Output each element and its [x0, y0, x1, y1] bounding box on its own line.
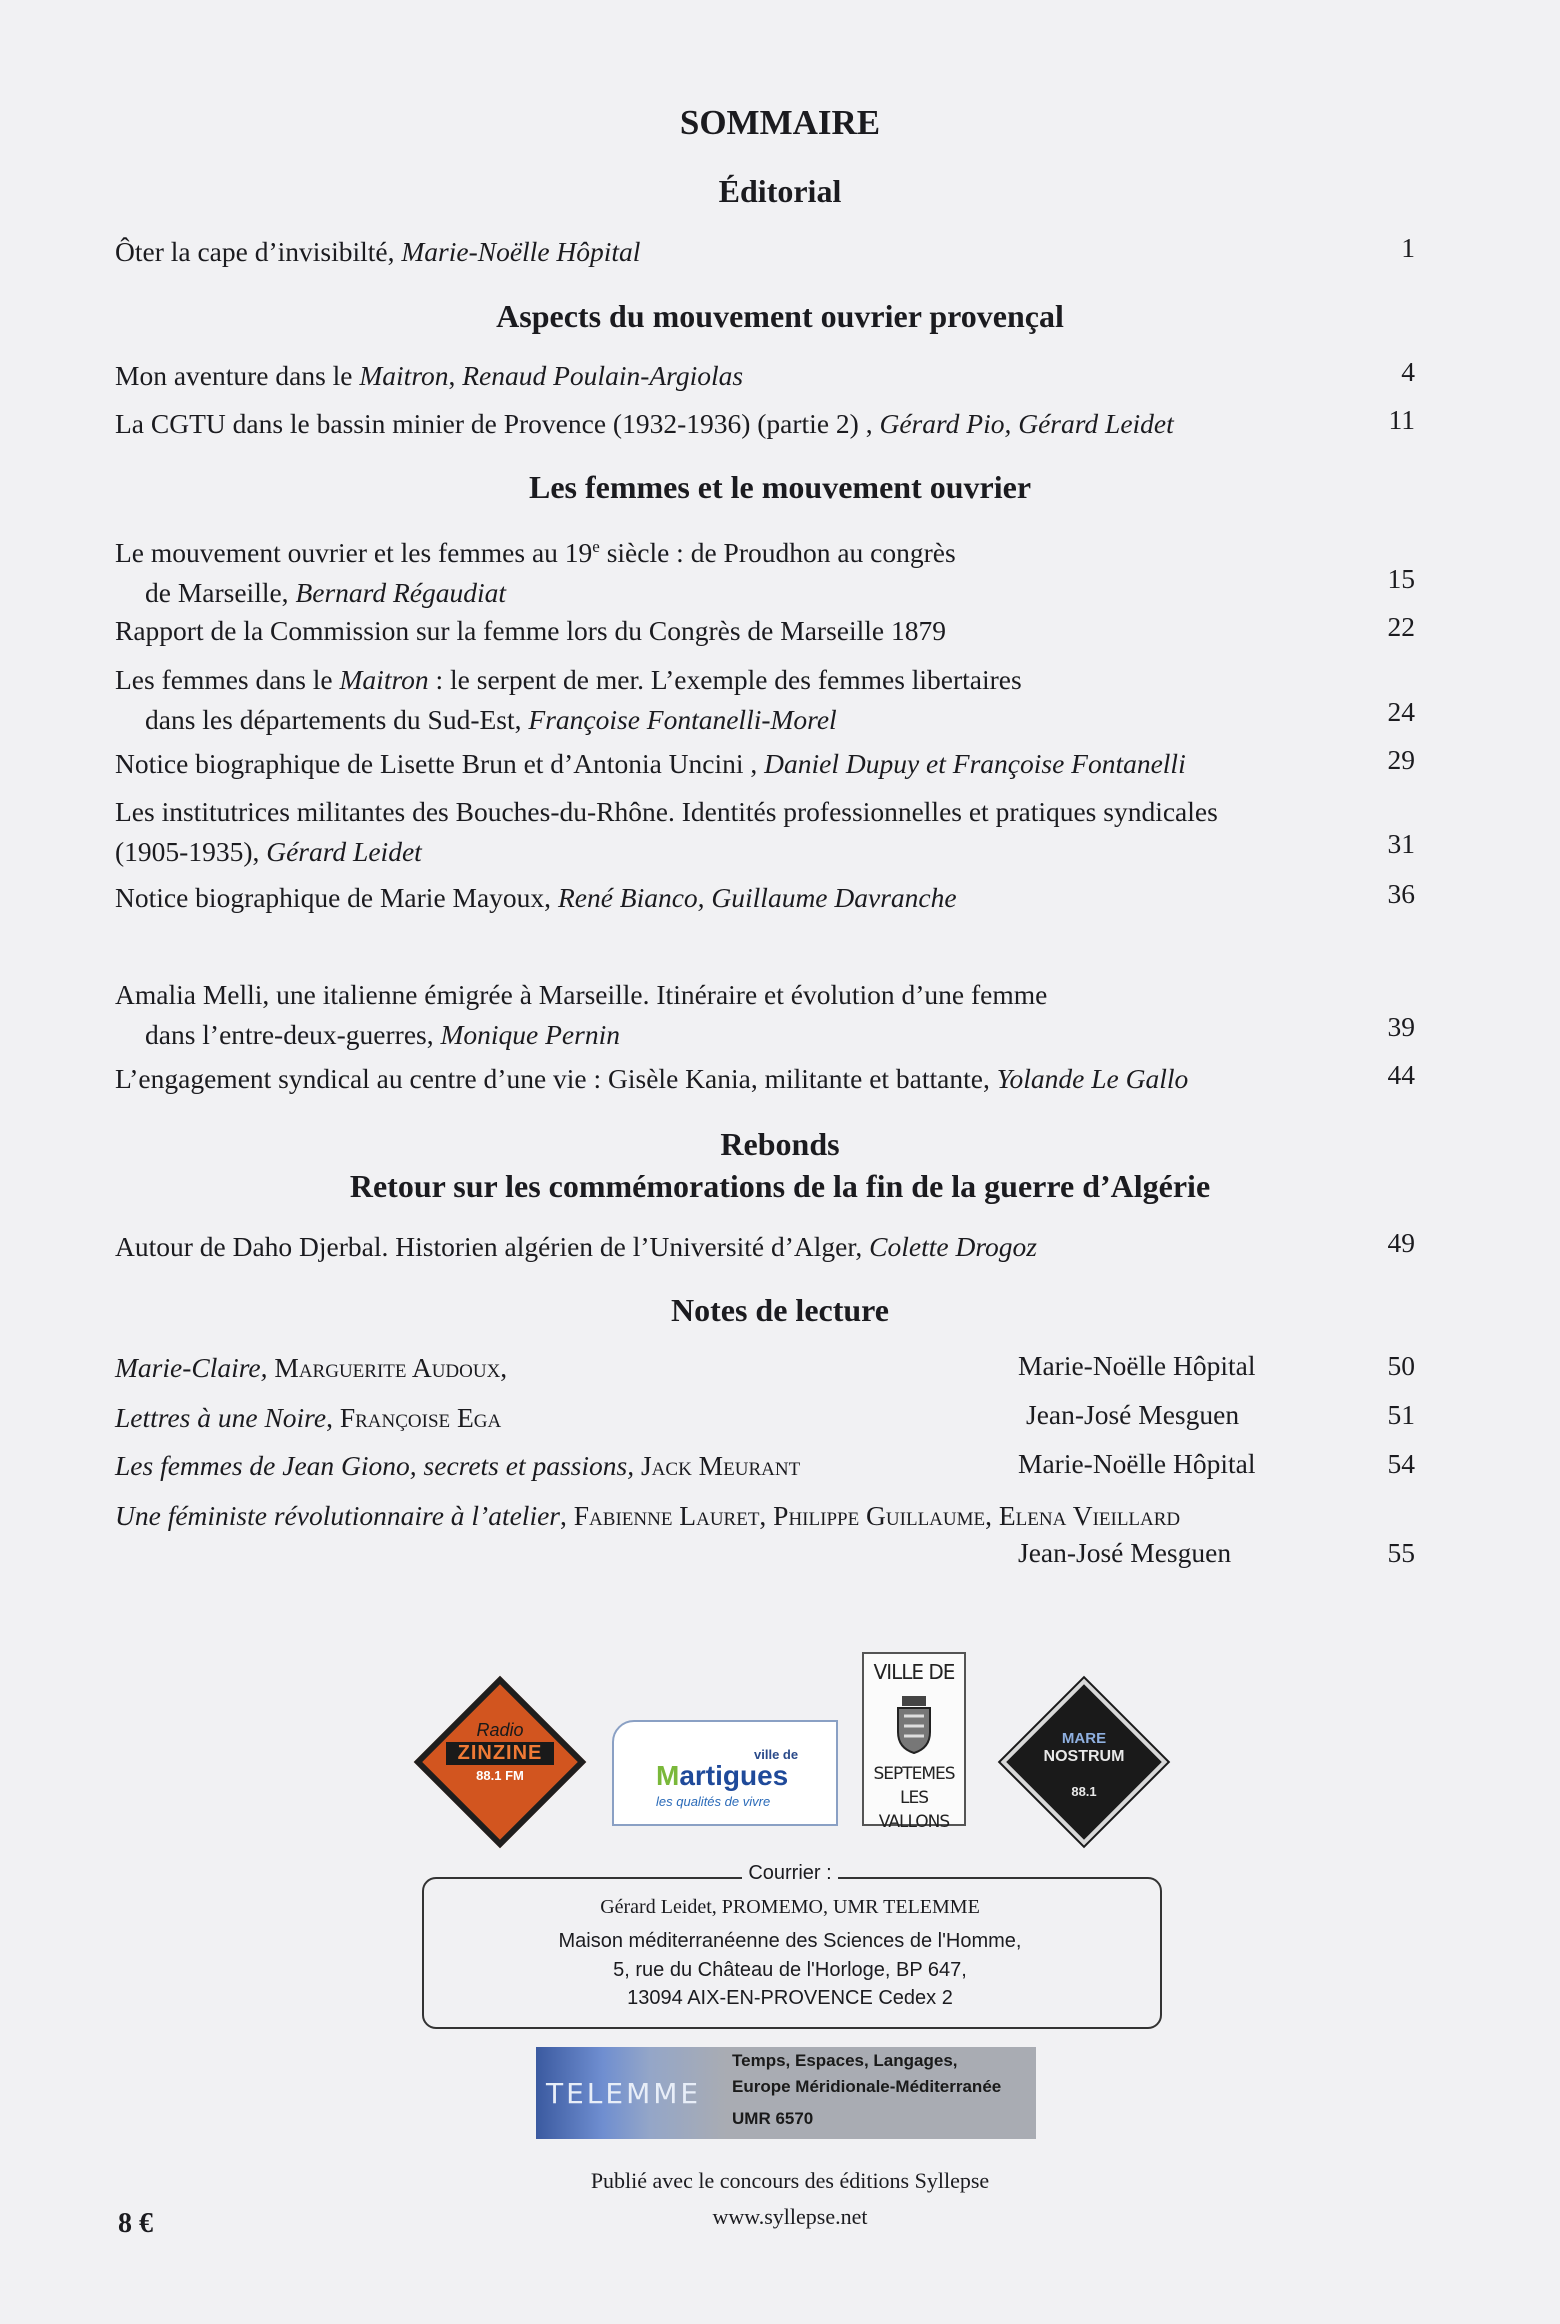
- courrier-line: 5, rue du Château de l'Horloge, BP 647,: [613, 1959, 967, 1981]
- page-number: 50: [1387, 1350, 1415, 1381]
- section-heading-notes: Notes de lecture: [671, 1292, 889, 1328]
- toc-entry: Notice biographique de Lisette Brun et d’Antonia Uncini , Daniel Dupuy et Françoise Fontanelli: [115, 748, 1186, 779]
- courrier-line: Gérard Leidet, PROMEMO, UMR TELEMME: [600, 1896, 980, 1918]
- review-entry: Les femmes de Jean Giono, secrets et passions, Jack Meurant: [115, 1450, 801, 1481]
- page-number: 22: [1387, 611, 1415, 642]
- page-number: 15: [1387, 563, 1415, 594]
- section-heading-aspects: Aspects du mouvement ouvrier provençal: [496, 298, 1064, 334]
- toc-entry: Le mouvement ouvrier et les femmes au 19e siècle : de Proudhon au congrès de Marseille, Bernard Régaudiat: [115, 537, 956, 609]
- page-number: 31: [1387, 828, 1415, 859]
- reviewer: Jean-José Mesguen: [1026, 1399, 1240, 1430]
- radio-mare-nostrum-logo: MARE NOSTRUM 88.1: [1006, 1684, 1162, 1840]
- toc-entry: Ôter la cape d’invisibilté, Marie-Noëlle Hôpital: [115, 236, 641, 267]
- toc-entry: La CGTU dans le bassin minier de Provence (1932-1936) (partie 2) , Gérard Pio, Gérard Leidet: [115, 408, 1174, 439]
- page-number: 29: [1387, 744, 1415, 775]
- page-number: 11: [1388, 404, 1415, 435]
- publisher-url: www.syllepse.net: [712, 2204, 868, 2229]
- reviewer: Marie-Noëlle Hôpital: [1018, 1350, 1256, 1381]
- page-number: 49: [1387, 1227, 1415, 1258]
- telemme-logo: TELEMME Temps, Espaces, Langages, Europe Méridionale-Méditerranée UMR 6570: [536, 2047, 1036, 2139]
- page-number: 54: [1387, 1448, 1415, 1479]
- page-number: 55: [1387, 1537, 1415, 1568]
- section-heading-editorial: Éditorial: [718, 173, 842, 209]
- toc-entry: Autour de Daho Djerbal. Historien algérien de l’Université d’Alger, Colette Drogoz: [115, 1231, 1037, 1262]
- page-number: 44: [1387, 1059, 1415, 1090]
- courrier-line: Maison méditerranéenne des Sciences de l'Homme,: [558, 1930, 1022, 1952]
- page-number: 51: [1387, 1399, 1415, 1430]
- martigues-logo: ville de Martigues les qualités de vivre: [612, 1720, 838, 1826]
- page-number: 36: [1387, 878, 1415, 909]
- toc-entry: Notice biographique de Marie Mayoux, René Bianco, Guillaume Davranche: [115, 882, 957, 913]
- review-entry: Une féministe révolutionnaire à l’atelier, Fabienne Lauret, Philippe Guillaume, Elena Vieillard: [115, 1500, 1181, 1531]
- toc-entry: Les institutrices militantes des Bouches-du-Rhône. Identités professionnelles et pratiques syndicales (1905-1935), Gérard Leidet: [115, 796, 1218, 867]
- review-entry: Lettres à une Noire, Françoise Ega: [115, 1402, 502, 1433]
- section-heading-rebonds: Rebonds: [720, 1126, 840, 1162]
- section-heading-retour: Retour sur les commémorations de la fin de la guerre d’Algérie: [349, 1168, 1211, 1204]
- coat-of-arms-icon: [896, 1696, 932, 1754]
- page-number: 24: [1387, 696, 1415, 727]
- courrier-line: 13094 AIX-EN-PROVENCE Cedex 2: [627, 1987, 953, 2009]
- radio-zinzine-logo: Radio ZINZINE 88.1 FM: [422, 1684, 578, 1840]
- toc-entry: L’engagement syndical au centre d’une vie : Gisèle Kania, militante et battante, Yolande Le Gallo: [115, 1063, 1189, 1094]
- price: 8 €: [118, 2208, 153, 2239]
- page-title: SOMMAIRE: [679, 103, 881, 142]
- reviewer: Marie-Noëlle Hôpital: [1018, 1448, 1256, 1479]
- page-number: 39: [1387, 1011, 1415, 1042]
- toc-entry: Rapport de la Commission sur la femme lors du Congrès de Marseille 1879: [115, 615, 946, 646]
- page-number: 1: [1401, 232, 1415, 263]
- reviewer: Jean-José Mesguen: [1018, 1537, 1232, 1568]
- review-entry: Marie-Claire, Marguerite Audoux,: [115, 1352, 508, 1383]
- toc-entry: Les femmes dans le Maitron : le serpent de mer. L’exemple des femmes libertaires dans les départements du Sud-Est, Françoise Fontanelli-Morel: [115, 664, 1022, 735]
- section-heading-femmes: Les femmes et le mouvement ouvrier: [528, 469, 1032, 505]
- septemes-les-vallons-logo: VILLE DE SEPTEMES LES VALLONS: [862, 1652, 966, 1826]
- publisher-note: Publié avec le concours des éditions Syllepse: [590, 2168, 990, 2193]
- toc-entry: Amalia Melli, une italienne émigrée à Marseille. Itinéraire et évolution d’une femme dans l’entre-deux-guerres, Monique Pernin: [115, 979, 1048, 1050]
- courrier-label: Courrier :: [0, 1862, 1560, 1885]
- page-number: 4: [1401, 356, 1415, 387]
- toc-entry: Mon aventure dans le Maitron, Renaud Poulain-Argiolas: [115, 360, 744, 391]
